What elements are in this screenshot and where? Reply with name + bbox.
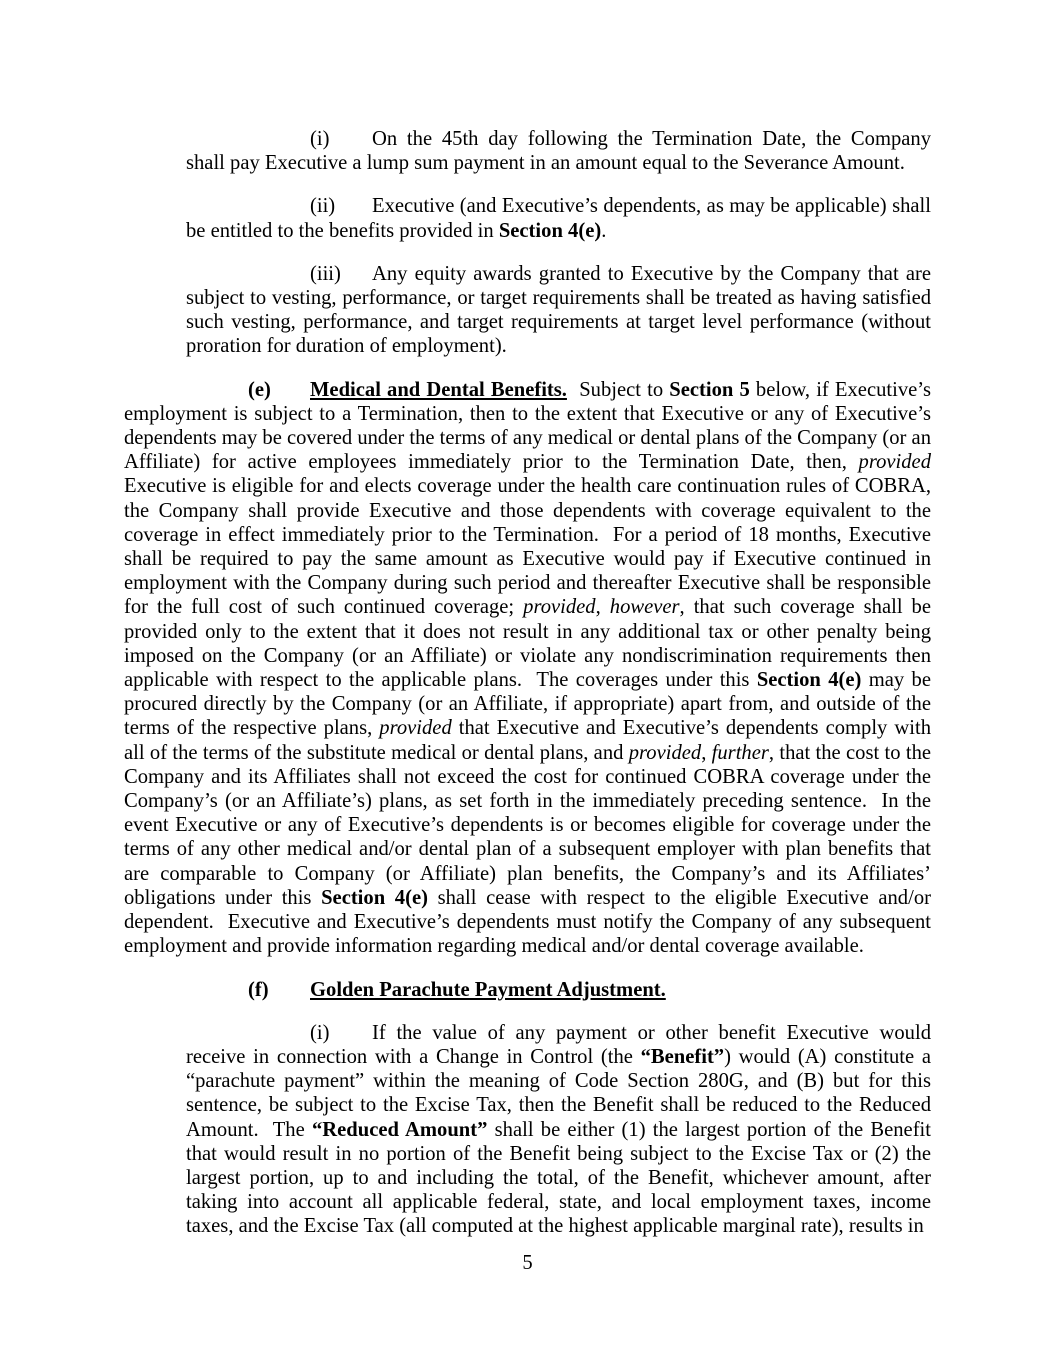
text-run: , — [701, 741, 712, 764]
subclause-ii-benefits — [186, 194, 931, 242]
text-run: shall cease with respect to the eligible Executive and/or dependent. Executive and Executive’s dependents must notify the Company of any subsequent employment and provide information regarding medical and/or dental coverage available. — [124, 886, 931, 958]
text-run: below, if Executive’s employment is subject to a Termination, then to the extent that Executive or any of Executive’s dependents may be covered under the terms of any medical or dental plans of the Company (or an Affiliate) for active employees immediately prior to the Termination Date, then, — [124, 378, 931, 474]
text-run: , that the cost to the Company and its Affiliates shall not exceed the cost for continued COBRA coverage under the Company’s (or an Affiliate’s) plans, as set forth in the immediately preceding sentence. In the event Executive or any of Executive’s dependents is or becomes eligible for coverage under the terms of any other medical and/or dental plan of a subsequent employer with plan benefits that are comparable to Company (or Affiliate) plan benefits, the Company’s and its Affiliates’ obligations under this — [124, 741, 932, 909]
text-run: provided — [379, 717, 452, 740]
text-run: further — [711, 741, 769, 764]
document-body — [124, 127, 931, 1258]
text-run: Executive (and Executive’s dependents, as may be applicable) shall be entitled to the benefits provided in — [186, 195, 931, 242]
paragraph-label: (e) — [248, 378, 271, 401]
text-run: , that such coverage shall be provided only to the extent that it does not result in any additional tax or other penalty being imposed on the Company (or an Affiliate) or violate any nondiscrimination requirements then applicable with respect to the applicable plans. The coverages under this — [124, 596, 931, 692]
text-run: On the 45th day following the Termination Date, the Company shall pay Executive a lump sum payment in an amount equal to the Severance Amount. — [186, 128, 931, 175]
text-run: Section 4(e) — [321, 886, 428, 909]
page-number: 5 — [522, 1252, 533, 1274]
text-run: Golden Parachute Payment Adjustment. — [310, 978, 666, 1001]
paragraph-label: (ii) — [310, 195, 336, 218]
section-4f-subclause-i-reduced-amount — [186, 1021, 931, 1239]
text-run: shall be either (1) the largest portion of the Benefit that would result in no portion of the Benefit being subject to the Excise Tax or (2) the largest portion, up to and including the total, of the Benefit, whichever amount, after taking into account all applicable federal, state, and local employment taxes, income taxes, and the Excise Tax (all computed at the highest applicable marginal rate), results in — [186, 1118, 931, 1238]
text-run: however — [609, 596, 680, 619]
text-run: Section 5 — [669, 378, 750, 401]
paragraph-label: (i) — [310, 1021, 330, 1044]
text-run: may be procured directly by the Company (or an Affiliate, if appropriate) apart from, and outside of the terms of the respective plans, — [124, 669, 931, 740]
paragraph-label: (f) — [248, 978, 269, 1001]
text-run: Section 4(e) — [756, 669, 862, 692]
text-run: provided — [858, 451, 931, 474]
paragraph-label: (i) — [310, 128, 330, 150]
section-4f-golden-parachute-heading — [124, 978, 931, 1002]
text-run: . — [601, 219, 607, 242]
text-run: Any equity awards granted to Executive by the Company that are subject to vesting, performance, or target requirements shall be treated as having satisfied such vesting, performance, and target requirements at target level performance (without proration for duration of employment). — [186, 262, 931, 358]
text-run: Medical and Dental Benefits. — [310, 378, 567, 401]
text-run: , — [595, 596, 610, 619]
paragraph-label: (iii) — [310, 262, 341, 285]
text-run: provided — [523, 596, 596, 619]
text-run: ) would (A) constitute a “parachute payment” within the meaning of Code Section 280G, and (B) but for this sentence, be subject to the Excise Tax, then the Benefit shall be reduced to the Reduced Amount. The — [186, 1045, 931, 1141]
text-run: provided — [628, 741, 702, 764]
text-run: that Executive and Executive’s dependents comply with all of the terms of the substitute medical or dental plans, and — [124, 717, 931, 764]
text-run: Executive is eligible for and elects coverage under the health care continuation rules of COBRA, the Company shall provide Executive and those dependents with coverage equivalent to the coverage in effect immediately prior to the Termination. For a period of 18 months, Executive shall be required to pay the same amount as Executive would pay if Executive continued in employment with the Company during such period and thereafter Executive shall be responsible for the full cost of such continued coverage; — [124, 475, 931, 619]
text-run: Section 4(e) — [498, 219, 602, 242]
text-run: Subject to — [566, 378, 670, 401]
subclause-i-severance-payment — [186, 127, 931, 175]
section-4e-medical-dental-benefits — [124, 378, 931, 959]
subclause-iii-equity-awards — [186, 262, 931, 359]
text-run: If the value of any payment or other benefit Executive would receive in connection with a Change in Control (the — [186, 1021, 931, 1068]
text-run: “Reduced Amount” — [311, 1118, 488, 1141]
text-run: “Benefit” — [640, 1045, 725, 1068]
